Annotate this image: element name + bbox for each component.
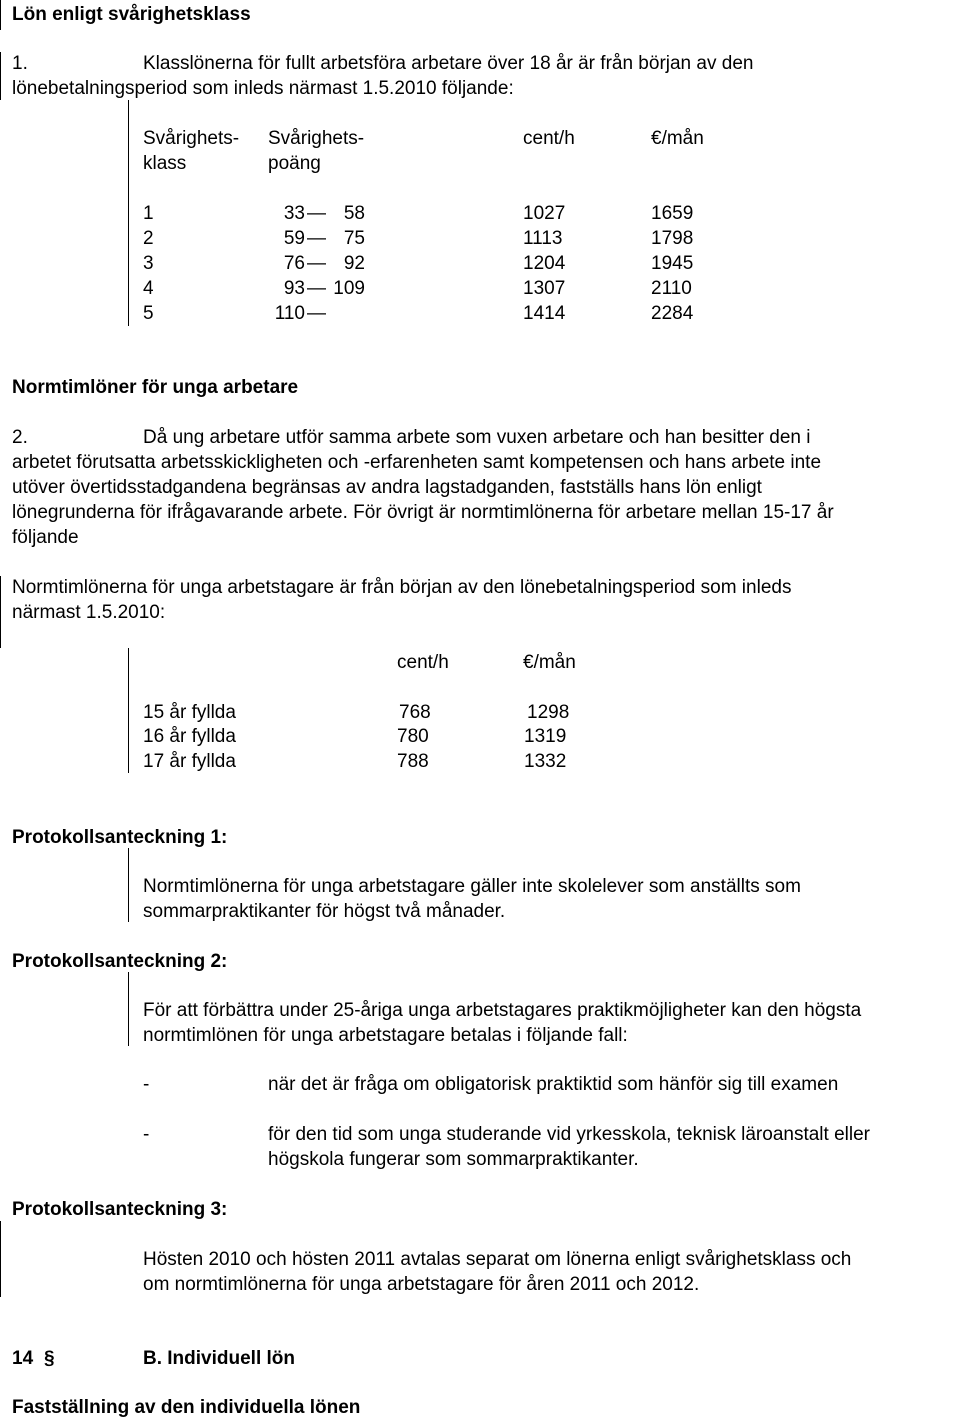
cell-man: 1319 — [524, 726, 567, 747]
cell-man: 2110 — [651, 278, 692, 299]
cell-from: 93 — [283, 278, 305, 299]
cell-from: 59 — [283, 228, 305, 249]
item-text-line: lönebetalningsperiod som inleds närmast 1.5.2010 följande: — [12, 78, 514, 99]
cell-klass: 1 — [143, 203, 154, 224]
margin-bar — [0, 52, 1, 100]
subheading: Fastställning av den individuella lönen — [12, 1397, 361, 1418]
margin-bar — [128, 972, 129, 1046]
note-heading: Protokollsanteckning 2: — [12, 951, 228, 972]
paragraph-line: Då ung arbetare utför samma arbete som vuxen arbetare och han besitter den i — [143, 427, 811, 448]
col-header-poang: Svårighets- — [268, 128, 365, 149]
cell-from: 110 — [274, 303, 305, 324]
bullet-dash: - — [143, 1074, 150, 1095]
paragraph-line: utöver övertidsstadgandena begränsas av andra lagstadganden, fastställs hans lön enligt — [12, 477, 762, 498]
col-header-klass: Svårighets- — [143, 128, 240, 149]
cell-klass: 5 — [143, 303, 154, 324]
col-header-klass: klass — [143, 153, 187, 174]
cell-man: 1332 — [524, 751, 567, 772]
cell-dash: — — [307, 303, 326, 324]
paragraph-line: närmast 1.5.2010: — [12, 602, 166, 623]
section-title: B. Individuell lön — [143, 1348, 295, 1369]
cell-klass: 4 — [143, 278, 154, 299]
cell-cent: 768 — [399, 702, 431, 723]
cell-from: 76 — [283, 253, 305, 274]
cell-cent: 788 — [397, 751, 429, 772]
col-header-man: €/mån — [523, 652, 576, 673]
col-header-poang: poäng — [268, 153, 321, 174]
cell-dash: — — [307, 278, 326, 299]
margin-bar — [128, 848, 129, 922]
paragraph-line: Normtimlönerna för unga arbetstagare är från början av den lönebetalningsperiod som inleds — [12, 577, 792, 598]
section-heading-svarighetsklass: Lön enligt svårighetsklass — [12, 4, 251, 25]
col-header-man: €/mån — [651, 128, 704, 149]
cell-to: 58 — [343, 203, 365, 224]
note-text-line: sommarpraktikanter för högst två månader. — [143, 901, 506, 922]
bullet-dash: - — [143, 1124, 150, 1145]
section-symbol: § — [44, 1348, 55, 1369]
cell-dash: — — [307, 228, 326, 249]
note-text-line: om normtimlönerna för unga arbetstagare för åren 2011 och 2012. — [143, 1274, 700, 1295]
margin-bar — [0, 576, 1, 648]
bullet-text-line: högskola fungerar som sommarpraktikanter. — [268, 1149, 639, 1170]
table-margin-bar — [128, 100, 129, 326]
paragraph-line: lönegrunderna för ifrågavarande arbete. För övrigt är normtimlönerna för arbetare mellan 15-17 år — [12, 502, 834, 523]
cell-cent: 780 — [397, 726, 429, 747]
cell-cent: 1414 — [523, 303, 566, 324]
cell-to: 75 — [343, 228, 365, 249]
col-header-cent: cent/h — [397, 652, 449, 673]
cell-cent: 1307 — [523, 278, 566, 299]
cell-man: 1798 — [651, 228, 694, 249]
paragraph-number: 14 — [12, 1348, 34, 1369]
col-header-cent: cent/h — [523, 128, 575, 149]
note-text-line: normtimlönen för unga arbetstagare betalas i följande fall: — [143, 1025, 628, 1046]
cell-to: 92 — [343, 253, 365, 274]
table-margin-bar — [128, 648, 129, 773]
cell-from: 33 — [283, 203, 305, 224]
cell-man: 2284 — [651, 303, 694, 324]
cell-to: 109 — [333, 278, 365, 299]
bullet-text-line: när det är fråga om obligatorisk praktiktid som hänför sig till examen — [268, 1074, 839, 1095]
margin-bar — [0, 1221, 1, 1297]
margin-bar — [0, 0, 1, 30]
cell-cent: 1027 — [523, 203, 566, 224]
cell-klass: 2 — [143, 228, 154, 249]
cell-cent: 1113 — [523, 228, 563, 249]
cell-age: 15 år fyllda — [143, 702, 236, 723]
note-heading: Protokollsanteckning 3: — [12, 1199, 228, 1220]
cell-man: 1945 — [651, 253, 694, 274]
item-number: 1. — [12, 53, 28, 74]
paragraph-line: följande — [12, 527, 79, 548]
item-text-line: Klasslönerna för fullt arbetsföra arbetare över 18 år är från början av den — [143, 53, 754, 74]
note-text-line: Normtimlönerna för unga arbetstagare gäller inte skolelever som anställts som — [143, 876, 801, 897]
bullet-text-line: för den tid som unga studerande vid yrkesskola, teknisk läroanstalt eller — [268, 1124, 870, 1145]
note-heading: Protokollsanteckning 1: — [12, 827, 228, 848]
cell-age: 16 år fyllda — [143, 726, 236, 747]
cell-cent: 1204 — [523, 253, 566, 274]
section-heading-normtimloner: Normtimlöner för unga arbetare — [12, 377, 299, 398]
cell-dash: — — [307, 253, 326, 274]
paragraph-line: arbetet förutsatta arbetsskickligheten och -erfarenheten samt kompetensen och hans arbete inte — [12, 452, 822, 473]
item-number: 2. — [12, 427, 28, 448]
cell-dash: — — [307, 203, 326, 224]
note-text-line: För att förbättra under 25-åriga unga arbetstagares praktikmöjligheter kan den högsta — [143, 1000, 862, 1021]
cell-klass: 3 — [143, 253, 154, 274]
cell-age: 17 år fyllda — [143, 751, 236, 772]
note-text-line: Hösten 2010 och hösten 2011 avtalas separat om lönerna enligt svårighetsklass och — [143, 1249, 852, 1270]
cell-man: 1298 — [527, 702, 570, 723]
cell-man: 1659 — [651, 203, 694, 224]
